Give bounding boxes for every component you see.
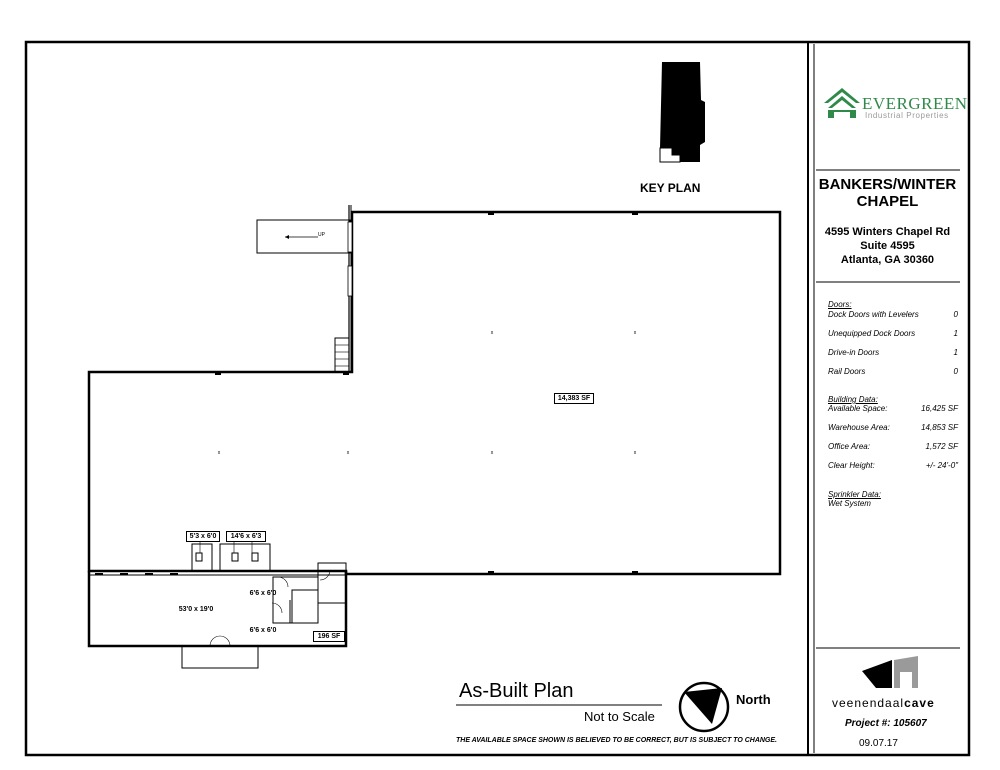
veenendaalcave-logo-mark (862, 656, 918, 688)
warehouse-area-label: 14,383 SF (554, 393, 594, 404)
doors-row-0: Dock Doors with Levelers 0 (828, 310, 958, 319)
building-row-1: Warehouse Area: 14,853 SF (828, 423, 958, 432)
address-line2: Suite 4595 (860, 240, 915, 252)
stair (335, 338, 349, 372)
ramp (257, 220, 350, 253)
brand-tagline: Industrial Properties (865, 111, 949, 120)
svg-text:x: x (217, 450, 221, 456)
svg-text:x: x (633, 450, 637, 456)
plan-date: 09.07.17 (859, 738, 898, 749)
sprinkler-heading: Sprinkler Data: (828, 490, 881, 499)
brand-name: EVERGREEN (862, 94, 968, 113)
plan-title: As-Built Plan (459, 680, 574, 702)
warehouse-outline (89, 212, 780, 574)
office-outline (89, 571, 346, 646)
building-row-2: Office Area: 1,572 SF (828, 442, 958, 451)
hall-upper-dimension: 6'6 x 6'0 (249, 590, 277, 597)
svg-text:x: x (490, 450, 494, 456)
restroom-1-dimension: 5'3 x 6'0 (186, 531, 220, 542)
door-1 (348, 222, 352, 252)
project-number: Project #: 105607 (845, 718, 927, 729)
key-plan-shape (660, 62, 705, 162)
key-plan-label: KEY PLAN (640, 181, 701, 195)
address-line1: 4595 Winters Chapel Rd (824, 226, 951, 238)
ramp-arrow-head (285, 235, 289, 239)
ramp-tag: UP (318, 232, 325, 238)
hall-lower-dimension: 6'6 x 6'0 (249, 627, 277, 634)
restroom-2-dimension: 14'6 x 6'3 (226, 531, 266, 542)
svg-text:x: x (490, 330, 494, 336)
sprinkler-value: Wet System (828, 499, 871, 508)
doors-row-1: Unequipped Dock Doors 1 (828, 329, 958, 338)
door-2 (348, 266, 352, 296)
building-row-3: Clear Height: +/- 24'-0" (828, 461, 958, 470)
svg-text:x: x (633, 330, 637, 336)
restrooms (192, 537, 270, 571)
architect-name: veenendaalcave (832, 696, 935, 710)
address-line3: Atlanta, GA 30360 (840, 254, 935, 266)
disclaimer: THE AVAILABLE SPACE SHOWN IS BELIEVED TO BE CORRECT, BUT IS SUBJECT TO CHANGE. (456, 737, 777, 744)
doors-row-3: Rail Doors 0 (828, 367, 958, 376)
property-name: BANKERS/WINTER CHAPEL (818, 176, 957, 210)
small-room-area: 196 SF (313, 631, 345, 642)
north-arrow-icon (680, 683, 728, 731)
north-label: North (736, 692, 771, 707)
office-main-dimension: 53'0 x 19'0 (178, 606, 214, 613)
building-row-0: Available Space: 16,425 SF (828, 404, 958, 413)
evergreen-logo-mark (824, 88, 860, 118)
svg-text:x: x (346, 450, 350, 456)
plan-scale: Not to Scale (584, 709, 655, 724)
doors-heading: Doors: (828, 300, 852, 309)
building-heading: Building Data: (828, 395, 878, 404)
doors-row-2: Drive-in Doors 1 (828, 348, 958, 357)
entry-canopy (182, 646, 258, 668)
